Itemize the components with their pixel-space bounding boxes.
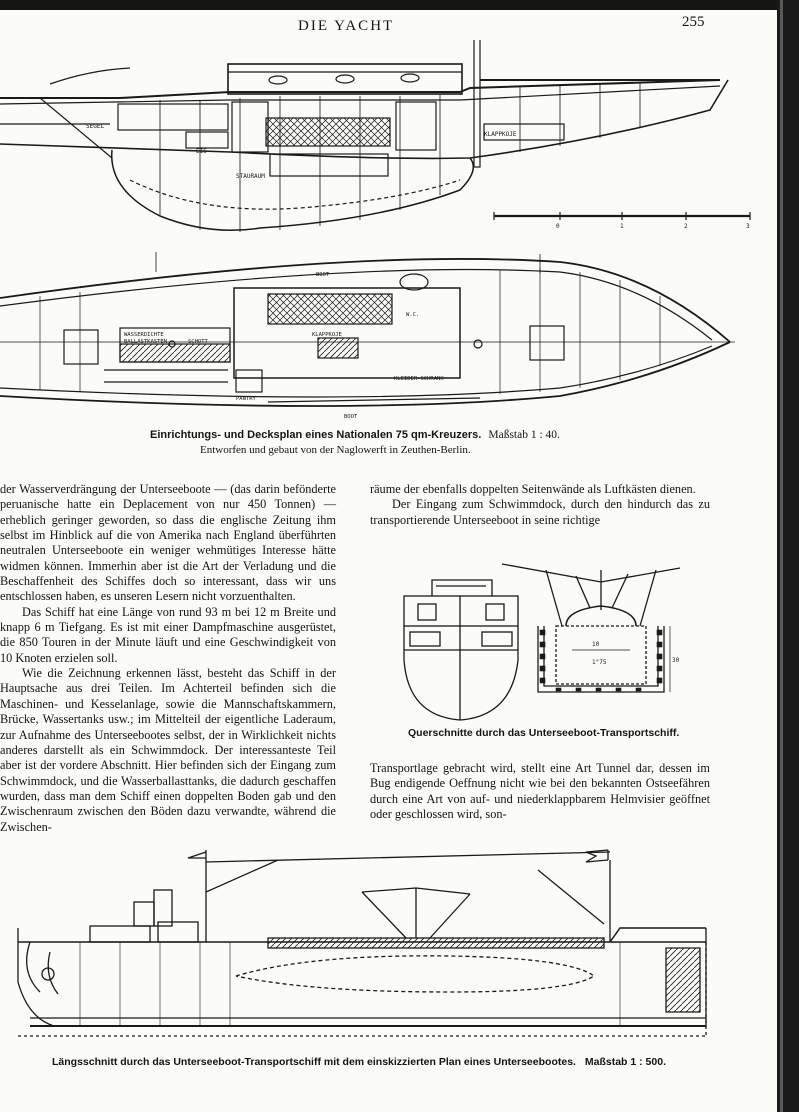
article-right-column-bottom bbox=[370, 761, 710, 822]
page-number: 255 bbox=[682, 14, 705, 30]
scale-tick-2: 2 bbox=[684, 223, 688, 230]
paragraph-5: Der Eingang zum Schwimmdock, durch den hindurch das zu transportierende Unterseeboot in seine richtige bbox=[370, 497, 710, 527]
figure3-caption-scale: Maßstab 1 : 500. bbox=[584, 1056, 666, 1068]
figure2-caption: Querschnitte durch das Unterseeboot-Transportschiff. bbox=[408, 727, 680, 739]
figure1-caption-scale: Maßstab 1 : 40. bbox=[488, 429, 560, 441]
scan-border-top bbox=[0, 0, 799, 10]
paragraph-2: Das Schiff hat eine Länge von rund 93 m bei 12 m Breite und knapp 6 m Tiefgang. Es ist mit einer Dampfmaschine ausgerüstet, die 850 Touren in der Minute läuft und eine Geschwindigkeit von 10 Knoten erzielen soll. bbox=[0, 604, 336, 665]
longitudinal-section-figure bbox=[10, 842, 710, 1050]
label-stauraum: STAURAUM bbox=[236, 173, 265, 180]
label-segel: SEGEL bbox=[86, 123, 105, 130]
paragraph-6: Transportlage gebracht wird, stellt eine Art Tunnel dar, dessen im Bug endigende Oeffnung nicht wie bei den bekannten Ostseefähren durch eine Art von auf- und niederklappbarem Helmvisier geöffnet oder geschlossen wird, son- bbox=[370, 761, 710, 822]
paragraph-4: räume der ebenfalls doppelten Seitenwände als Luftkästen dienen. bbox=[370, 482, 696, 496]
scale-tick-0: 0 bbox=[556, 223, 560, 230]
label-boot-top: BOOT bbox=[316, 272, 330, 278]
scale-tick-3: 3 bbox=[746, 223, 750, 230]
page-edge-line bbox=[780, 0, 783, 1112]
paragraph-3: Wie die Zeichnung erkennen lässt, besteht das Schiff in der Hauptsache aus drei Teilen. Im Achterteil befinden sich die Maschinen- und Kesselanlage, sowie die Mannschaftskammern, Brücke, Wassertanks usw.; im Mittelteil der eigentliche Laderaum, zur Aufnahme des Unterseebootes selbst, der in Wirklichkeit nichts anderes darstellt als ein Schwimmdock. Der interessanteste Teil aber ist der vordere Abschnitt. Hier befinden sich der Eingang zum Schwimmdock, und die Wasserballasttanks, die dadurch geschaffen wurden, dass man dem Schiff einen doppelten Boden gab und den Zwischenraum zwischen den Böden dazu verwandte, während die Zwischen- bbox=[0, 666, 336, 834]
dim-label-2: 1"75 bbox=[592, 659, 607, 666]
label-klappkoje: KLAPPKOJE bbox=[484, 131, 517, 138]
label-boot-bottom: BOOT bbox=[344, 414, 358, 420]
figure1-caption bbox=[150, 429, 560, 441]
scale-tick-1: 1 bbox=[620, 223, 624, 230]
magazine-page bbox=[0, 10, 777, 1112]
label-wasserdichte: WASSERDICHTE bbox=[124, 332, 164, 338]
figure3-caption-title: Längsschnitt durch das Unterseeboot-Transportschiff mit dem einskizzierten Plan eines Unterseebootes. bbox=[52, 1056, 576, 1068]
label-klappkoje-deck: KLAPPKOJE bbox=[312, 332, 342, 338]
label-wc: W.C. bbox=[406, 312, 420, 318]
figure1-caption-sub: Entworfen und gebaut von der Naglowerft in Zeuthen-Berlin. bbox=[200, 444, 471, 456]
dim-label-3: 30 bbox=[672, 657, 680, 664]
article-right-column-top bbox=[370, 482, 710, 528]
label-schott: SCHOTT bbox=[188, 339, 208, 345]
label-eis: EIS bbox=[196, 148, 207, 155]
cross-section-figure bbox=[396, 550, 686, 728]
label-kleiderschrank: KLEIDER-SCHRANK bbox=[394, 376, 444, 382]
figure1-caption-title: Einrichtungs- und Decksplan eines Nationalen 75 qm-Kreuzers. bbox=[150, 429, 482, 441]
figure3-caption bbox=[52, 1056, 666, 1068]
scan-border-right bbox=[777, 0, 799, 1112]
article-left-column bbox=[0, 482, 336, 835]
dim-label-1: 10 bbox=[592, 641, 600, 648]
running-title: DIE YACHT bbox=[298, 18, 395, 34]
yacht-plan-figure bbox=[0, 40, 777, 420]
label-pantry: PANTRY bbox=[236, 396, 256, 402]
paragraph-1: der Wasserverdrängung der Unterseeboote — (das darin befönderte peruanische hatte ein Deplacement von nur 450 Tonnen) — erheblich geringer geworden, so dass die englische Zeitung ihm selbst im Hinblick auf die von Amerika nach England überführten neutralen Unterseeboote ein weniger wehmütiges Interesse hätte widmen können. Immerhin aber ist die Art der Verladung und die Beschaffenheit des Schiffes doch so interessant, dass wir uns entschlossen haben, es unseren Lesern nicht vorzuenthalten. bbox=[0, 482, 336, 604]
label-ballastkasten: BALLASTKASTEN bbox=[124, 339, 168, 345]
